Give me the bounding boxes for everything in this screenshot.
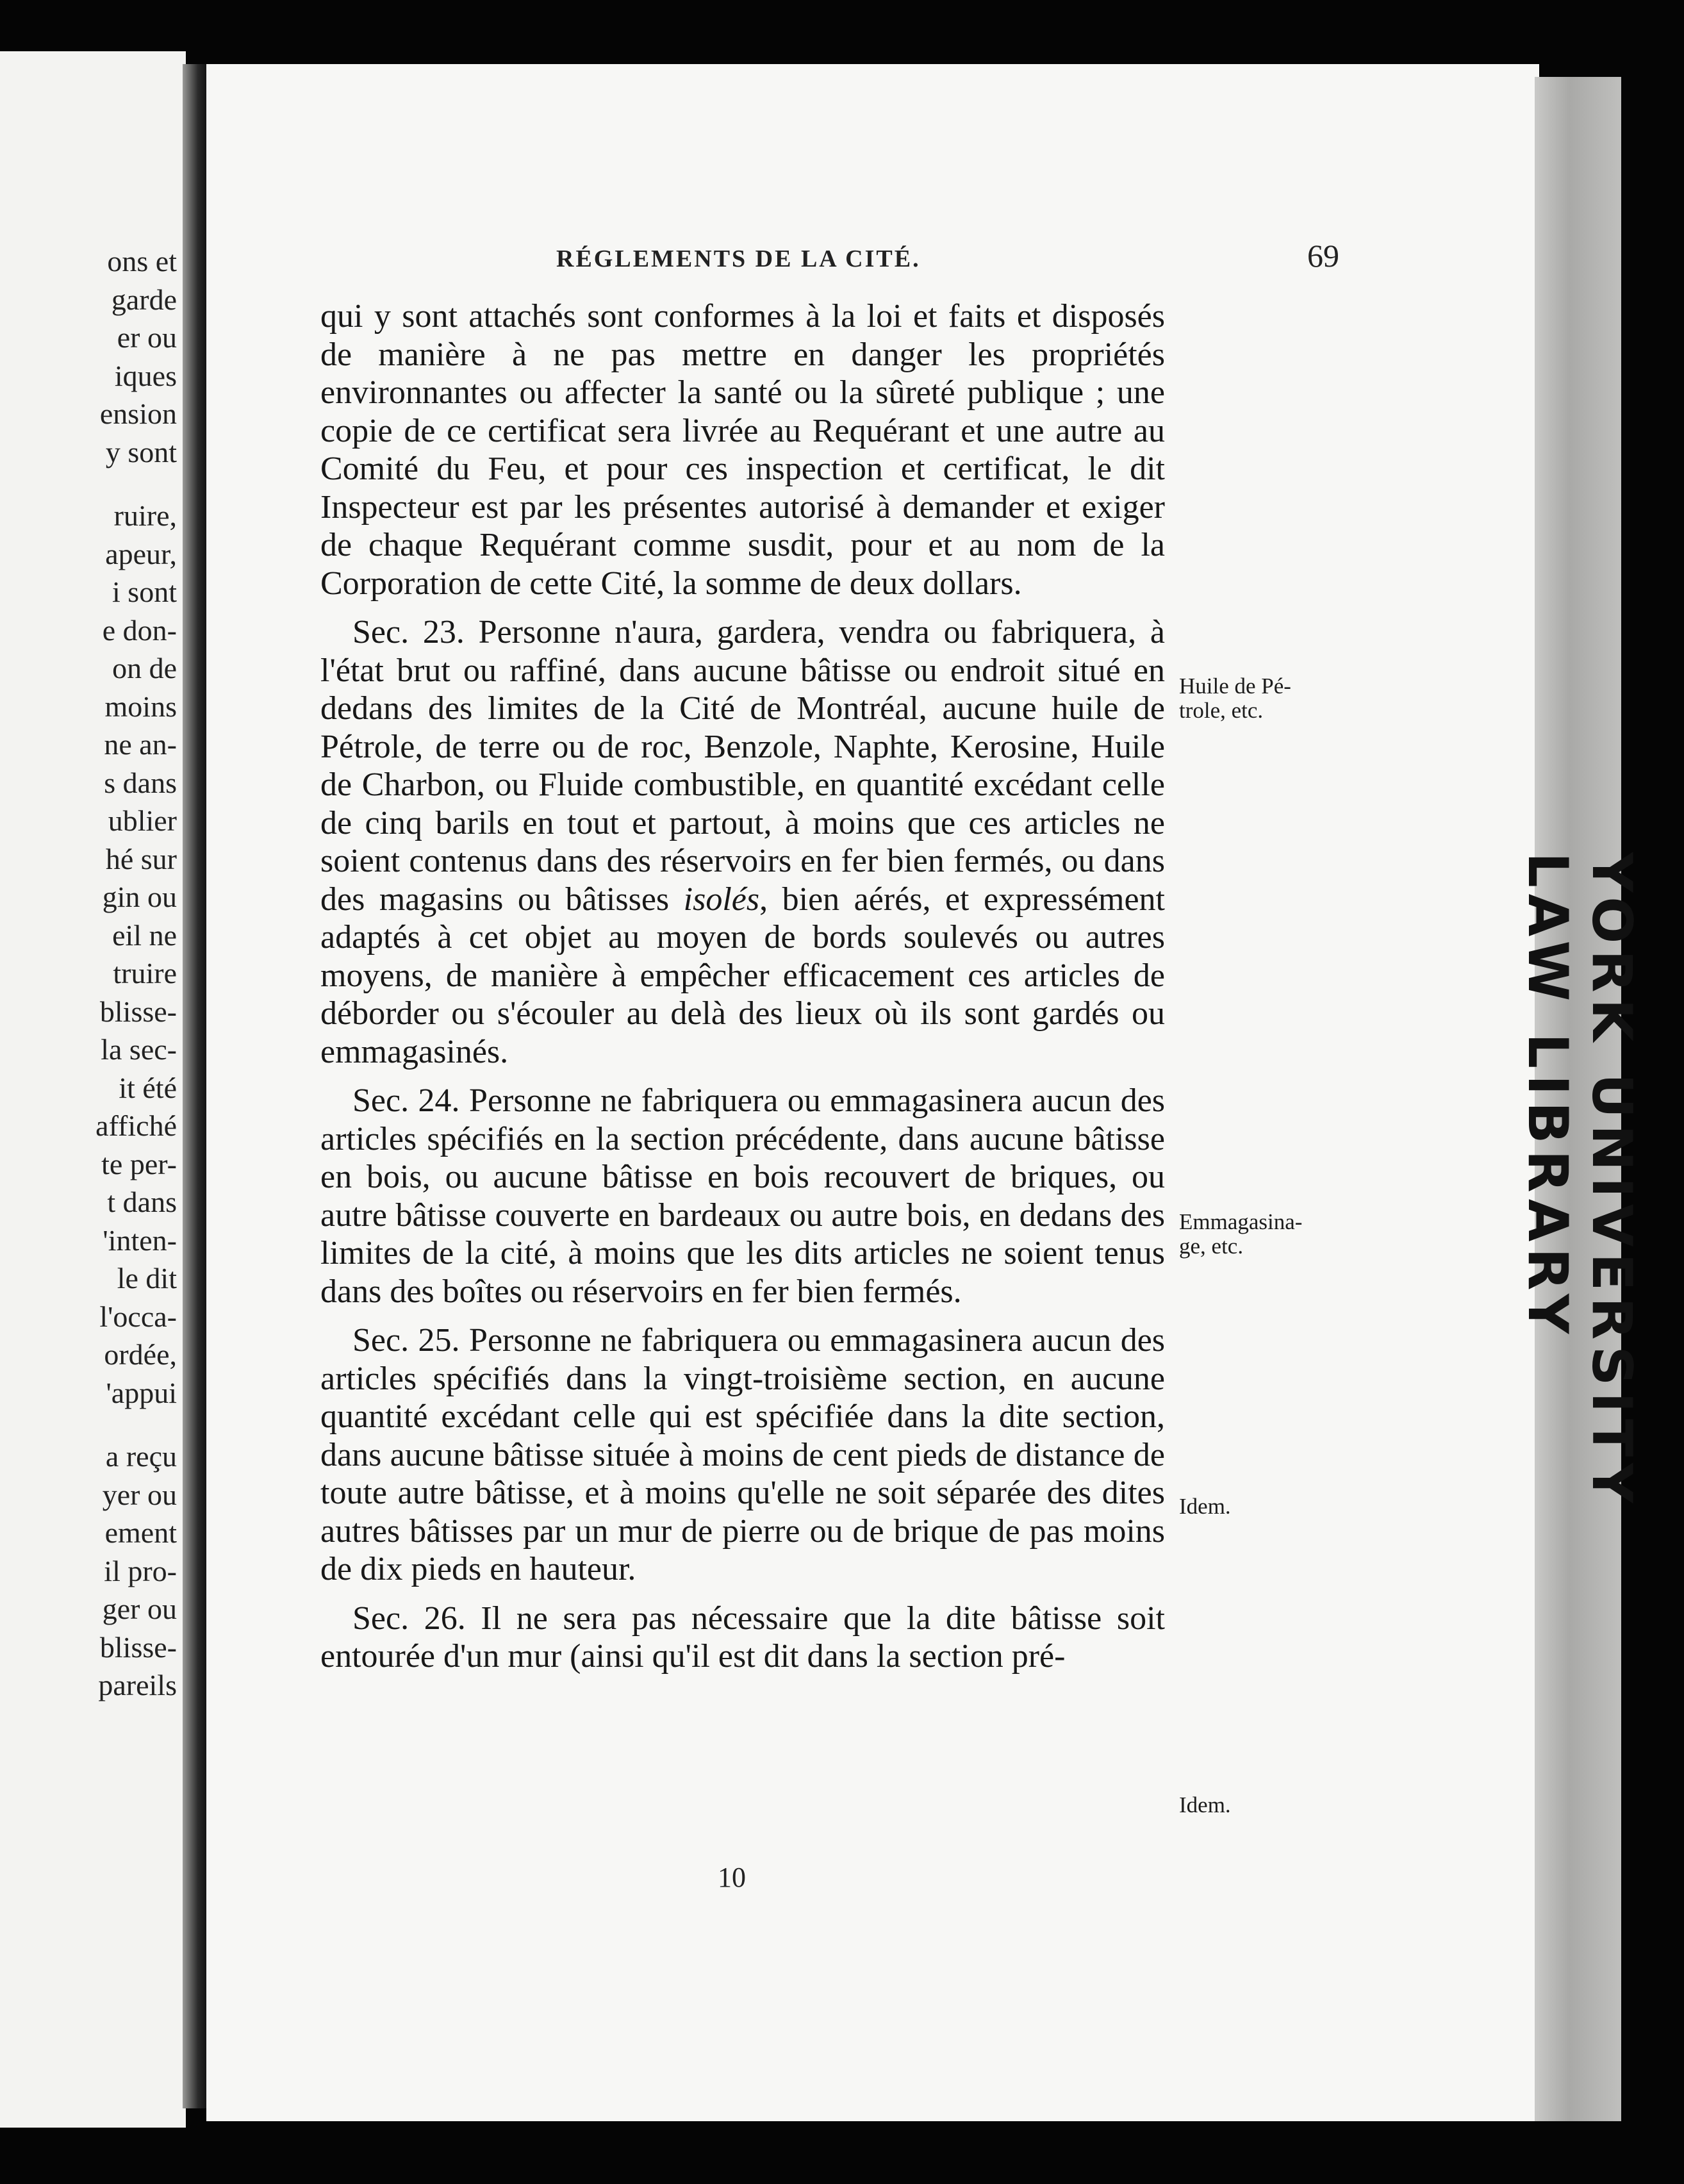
- continuation-paragraph: qui y sont attachés sont conformes à la loi et faits et disposés de manière à ne pas mettre en danger les propriétés environnantes ou affecter la santé ou la sûreté publique ; une copie de ce certificat sera livrée au Requérant et une autre au Comité du Feu, et pour ces inspection et certificat, le dit Inspecteur est par les présentes autorisé à demander et exiger de chaque Requérant comme susdit, pour et au nom de la Corporation de cette Cité, la somme de deux dollars.: [320, 298, 1165, 602]
- section-26: [320, 1589, 1165, 1676]
- facing-page-fragment: truire: [113, 957, 177, 989]
- facing-page-fragment: hé sur: [105, 842, 177, 875]
- book-gutter: [183, 64, 208, 2108]
- section-24: [320, 1071, 1165, 1311]
- facing-page-fragment: yer ou: [102, 1478, 177, 1511]
- facing-page-fragment: la sec-: [101, 1033, 177, 1066]
- facing-page-fragment: ger ou: [102, 1592, 177, 1625]
- section-25: [320, 1311, 1165, 1589]
- section-23: [320, 602, 1165, 1071]
- facing-page-fragment: ublier: [108, 804, 177, 837]
- facing-page-fragment: on de: [112, 652, 177, 684]
- facing-page-fragment: te per-: [101, 1147, 177, 1180]
- facing-page-fragment: ement: [104, 1516, 177, 1549]
- stamp-text: YORK UNIVERSITY LAW LIBRARY: [1515, 852, 1644, 1510]
- facing-page-fragment: affiché: [95, 1109, 177, 1142]
- facing-page-fragment: pareils: [98, 1669, 177, 1701]
- facing-page-fragment: 'inten-: [103, 1223, 177, 1257]
- facing-page-fragment: il pro-: [104, 1554, 177, 1587]
- section-text: Personne n'aura, gardera, vendra ou fabriquera, à l'état brut ou raffiné, dans aucune bâtisse ou endroit situé en dedans des limites de la Cité de Montréal, aucune huile de Pétrole, de terre ou de roc, Benzole, Naphte, Kerosine, Huile de Charbon, ou Fluide combustible, en quantité excédant celle de cinq barils en tout et partout, à moins que ces articles ne soient contenus dans des réservoirs en fer bien fermés, ou dans des magasins ou bâtisses: [320, 614, 1165, 918]
- section-label: Sec. 26.: [352, 1600, 466, 1637]
- emphasis-isoles: isolés: [683, 881, 760, 918]
- facing-page-fragment: garde: [111, 283, 177, 316]
- facing-page: [0, 51, 186, 2128]
- marginal-note-idem-26: Idem.: [1179, 1792, 1231, 1817]
- section-text: Il ne sera pas nécessaire que la dite bâtisse soit entourée d'un mur (ainsi qu'il est dit dans la section pré-: [320, 1600, 1165, 1675]
- section-label: Sec. 24.: [352, 1082, 460, 1119]
- page-number: 69: [1307, 238, 1339, 274]
- facing-page-fragment: iques: [114, 359, 177, 392]
- facing-page-fragment: y sont: [105, 435, 177, 468]
- facing-page-fragment: blisse-: [99, 1630, 177, 1664]
- facing-page-fragment: a reçu: [105, 1440, 177, 1473]
- marginal-note-emmagasinage: Emmagasina- ge, etc.: [1179, 1209, 1303, 1259]
- facing-page-fragment: er ou: [117, 321, 177, 354]
- section-text: Personne ne fabriquera ou emmagasinera aucun des articles spécifiés en la section précédente, dans aucune bâtisse en bois, ou aucune bâtisse en bois recouvert de briques, ou autre bâtisse couverte en bardeaux ou autre bois, en dedans des limites de la cité, à moins que les dits articles ne soient tenus dans des boîtes ou réservoirs en fer bien fermés.: [320, 1082, 1166, 1310]
- facing-page-fragment: e don-: [102, 613, 177, 647]
- facing-page-fragment: eil ne: [112, 918, 177, 952]
- section-text-continued: , bien aérés, et expressément adaptés à cet objet au moyen de bords soulevés ou autres moyens, de manière à empêcher efficacement ces articles de déborder ou s'écouler au delà des lieux où ils sont gardés ou emmagasinés.: [320, 881, 1165, 1070]
- facing-page-fragment: i sont: [112, 575, 177, 608]
- facing-page-fragment: l'occa-: [99, 1300, 177, 1333]
- marginal-note-petrole: Huile de Pé- trole, etc.: [1179, 674, 1291, 723]
- section-label: Sec. 23.: [352, 614, 465, 650]
- body-text: [320, 297, 1165, 1676]
- facing-page-fragment: le dit: [117, 1262, 177, 1295]
- running-title: RÉGLEMENTS DE LA CITÉ.: [556, 245, 921, 272]
- facing-page-fragment: ension: [99, 397, 177, 430]
- marginal-note-idem-25: Idem.: [1179, 1494, 1231, 1519]
- facing-page-fragment: ne an-: [104, 728, 177, 761]
- facing-page-fragment: blisse-: [99, 995, 177, 1028]
- library-stamp: [1515, 852, 1644, 1576]
- facing-page-fragment: 'appui: [106, 1376, 177, 1409]
- section-text: Personne ne fabriquera ou emmagasinera aucun des articles spécifiés dans la vingt-troisième section, en aucune quantité excédant celle qui est spécifiée dans la dite section, dans aucune bâtisse située à moins de cent pieds de distance de toute autre bâtisse, et à moins qu'elle ne soit séparée des dites autres bâtisses par un mur de pierre ou de brique de pas moins de dix pieds en hauteur.: [320, 1322, 1166, 1587]
- facing-page-fragment: s dans: [104, 766, 177, 799]
- facing-page-fragment: ordée,: [104, 1338, 177, 1371]
- facing-page-fragment: ruire,: [113, 499, 177, 532]
- facing-page-fragment: t dans: [107, 1186, 177, 1218]
- signature-mark: 10: [718, 1862, 746, 1893]
- facing-page-fragment: apeur,: [105, 537, 177, 570]
- facing-page-fragment: moins: [104, 690, 177, 723]
- facing-page-fragment: ons et: [107, 245, 177, 277]
- section-label: Sec. 25.: [352, 1322, 460, 1359]
- facing-page-fragment: it été: [119, 1071, 177, 1104]
- facing-page-fragment: gin ou: [102, 881, 177, 913]
